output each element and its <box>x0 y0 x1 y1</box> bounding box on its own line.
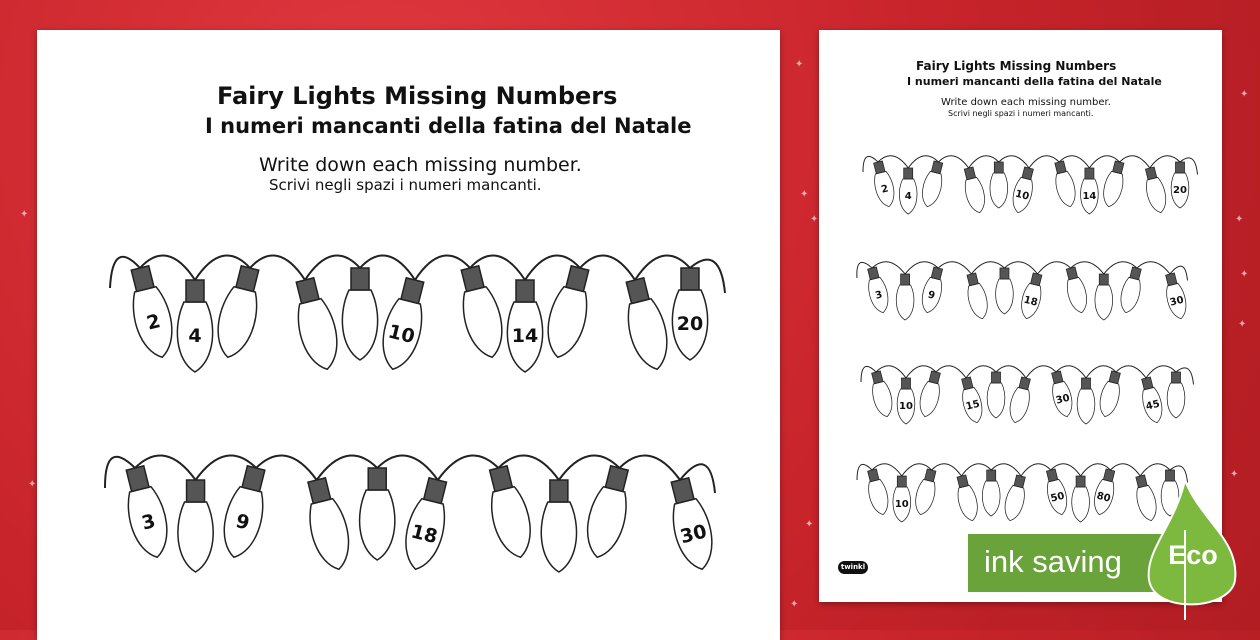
bulb-socket <box>368 468 386 490</box>
bulb-glass <box>1144 177 1170 215</box>
bulb-socket <box>1014 475 1025 488</box>
bulb-socket <box>1113 161 1124 174</box>
bulb-socket <box>242 466 265 492</box>
bulb-glass <box>293 297 344 373</box>
instruction-sub: Scrivi negli spazi i numeri mancanti. <box>269 176 542 194</box>
eco-label: Eco <box>1168 540 1218 570</box>
fairy-light-bulb <box>618 276 674 374</box>
bulb-number: 10 <box>385 320 417 349</box>
bulb-glass <box>963 177 989 215</box>
fairy-light-bulb <box>963 272 991 321</box>
fairy-light-bulb <box>580 464 636 562</box>
fairy-light-bulb <box>507 280 542 372</box>
fairy-light-bulb <box>342 268 377 360</box>
bulb-socket <box>1176 162 1185 173</box>
bulb-socket <box>681 268 699 290</box>
bulb-glass <box>580 485 631 561</box>
bulb-socket <box>931 267 942 280</box>
bulb-number: 2 <box>144 310 163 335</box>
bulb-number: 20 <box>676 313 704 335</box>
bulb-number: 14 <box>511 325 539 347</box>
bulb-glass <box>866 479 892 517</box>
worksheet-subtitle-small: I numeri mancanti della fatina del Natale <box>907 75 1162 88</box>
bulb-socket <box>1130 267 1141 280</box>
bulb-glass <box>996 279 1014 314</box>
fairy-light-bulb <box>1062 266 1090 315</box>
fairy-light-bulb <box>481 464 537 562</box>
bulb-socket <box>1000 268 1009 279</box>
fairy-light-bulb <box>1009 166 1037 215</box>
fairy-light-bulb <box>1077 378 1095 424</box>
bulb-glass <box>916 381 942 419</box>
bulb-glass <box>1100 171 1126 209</box>
bulb-glass <box>178 502 213 572</box>
bulb-glass <box>1006 387 1032 425</box>
bulb-socket <box>1109 371 1120 384</box>
bulb-socket <box>126 466 149 492</box>
bulb-socket <box>992 372 1001 383</box>
fairy-light-bulb <box>1171 162 1189 208</box>
bulb-socket <box>236 266 259 292</box>
bulb-number: 2 <box>880 183 890 196</box>
bulb-number: 10 <box>1014 188 1031 203</box>
bulb-socket <box>550 480 568 502</box>
bulb-socket <box>1145 167 1156 180</box>
fairy-light-bulb <box>376 276 432 374</box>
bulb-glass <box>982 481 1000 516</box>
fairy-light-bulb <box>1081 168 1099 214</box>
bulb-socket <box>904 168 913 179</box>
fairy-light-bulb <box>982 470 1000 516</box>
fairy-light-bulb <box>867 370 895 419</box>
bulb-number: 30 <box>678 520 710 549</box>
bulb-number: 3 <box>874 289 884 302</box>
bulb-glass <box>623 297 674 373</box>
bulb-number: 30 <box>1054 392 1071 407</box>
fairy-light-bulb <box>178 480 213 572</box>
fairy-light-bulb <box>957 376 985 425</box>
fairy-light-bulb <box>1095 274 1113 320</box>
bulb-socket <box>1099 274 1108 285</box>
bulb-glass <box>342 290 377 360</box>
bulb-socket <box>490 466 513 492</box>
fairy-light-bulb <box>398 476 454 574</box>
sparkle-decoration: ✦ <box>805 519 814 530</box>
bulb-number: 9 <box>233 510 252 535</box>
bulb-number: 4 <box>188 325 202 347</box>
bulb-socket <box>868 267 879 280</box>
fairy-light-bulb <box>863 266 891 315</box>
sparkle-decoration: ✦ <box>20 209 29 220</box>
bulb-glass <box>896 285 914 320</box>
sparkle-decoration: ✦ <box>810 214 819 225</box>
bulb-socket <box>897 476 906 487</box>
sparkle-decoration: ✦ <box>28 479 37 490</box>
bulb-socket <box>308 478 331 504</box>
fairy-light-bulb <box>1072 476 1090 522</box>
bulb-glass <box>1001 485 1027 523</box>
bulb-glass <box>360 490 395 560</box>
fairy-light-bulb <box>1042 468 1070 517</box>
bulb-socket <box>1085 168 1094 179</box>
sparkle-decoration: ✦ <box>795 59 804 70</box>
fairy-light-bulb <box>288 276 344 374</box>
bulb-glass <box>956 485 982 523</box>
sparkle-decoration: ✦ <box>1240 269 1249 280</box>
bulb-number: 20 <box>1173 185 1187 196</box>
fairy-light-bulb <box>1100 160 1128 209</box>
bulb-glass <box>1065 277 1091 315</box>
fairy-light-bulb <box>897 378 915 424</box>
sparkle-decoration: ✦ <box>1240 89 1249 100</box>
fairy-light-bulb <box>996 268 1014 314</box>
fairy-light-bulb <box>919 266 947 315</box>
fairy-light-bulb <box>672 268 707 360</box>
worksheet-title: Fairy Lights Missing Numbers <box>217 82 618 110</box>
instruction: Write down each missing number. <box>259 154 582 176</box>
bulb-socket <box>957 475 968 488</box>
bulb-socket <box>1103 469 1114 482</box>
fairy-light-bulb <box>1141 166 1169 215</box>
bulb-number: 3 <box>139 510 158 535</box>
bulb-socket <box>626 278 649 304</box>
bulb-socket <box>874 161 885 174</box>
fairy-light-bulb <box>663 476 719 574</box>
bulb-socket <box>1082 378 1091 389</box>
fairy-light-bulb <box>960 166 988 215</box>
fairy-light-bulb <box>217 464 273 562</box>
bulb-socket <box>962 377 973 390</box>
fairy-light-bulb <box>987 372 1005 418</box>
bulb-socket <box>1022 167 1033 180</box>
fairy-light-bulb <box>953 474 981 523</box>
worksheet-title-small: Fairy Lights Missing Numbers <box>916 59 1117 73</box>
bulb-socket <box>1076 476 1085 487</box>
bulb-glass <box>870 381 896 419</box>
fairy-light-bulb <box>1137 376 1165 425</box>
bulb-number: 14 <box>1082 191 1097 202</box>
fairy-light-bulb <box>177 280 212 372</box>
twinkl-logo: twinkl <box>838 561 868 574</box>
bulb-socket <box>351 268 369 290</box>
fairy-light-bulb <box>211 264 267 362</box>
bulb-socket <box>401 278 424 304</box>
bulb-glass <box>1095 285 1113 320</box>
bulb-socket <box>671 478 694 504</box>
fairy-light-bulb <box>1051 160 1079 209</box>
fairy-light-bulb <box>869 160 897 209</box>
bulb-number: 30 <box>1168 294 1185 309</box>
bulb-number: 50 <box>1049 490 1066 505</box>
ink-saving-label: ink saving <box>984 544 1122 579</box>
bulb-glass <box>965 283 991 321</box>
bulb-glass <box>211 285 262 361</box>
bulb-socket <box>925 469 936 482</box>
sparkle-decoration: ✦ <box>1230 469 1239 480</box>
fairy-light-bulb <box>541 264 597 362</box>
fairy-light-bulb <box>541 480 576 572</box>
fairy-light-bulb <box>1006 376 1034 425</box>
fairy-light-bulb <box>899 168 917 214</box>
fairy-light-bulb <box>1091 468 1119 517</box>
fairy-light-bulb <box>300 476 356 574</box>
bulb-socket <box>868 469 879 482</box>
bulb-socket <box>1019 377 1030 390</box>
bulb-socket <box>967 273 978 286</box>
fairy-light-bulb <box>1161 272 1189 321</box>
bulb-number: 80 <box>1095 490 1112 505</box>
bulb-number: 9 <box>926 289 937 302</box>
bulb-socket <box>1052 371 1063 384</box>
bulb-glass <box>1077 389 1095 424</box>
bulb-glass <box>541 285 592 361</box>
sparkle-decoration: ✦ <box>800 189 809 200</box>
sparkle-decoration: ✦ <box>1238 319 1247 330</box>
bulb-socket <box>929 371 940 384</box>
fairy-light-bulb <box>360 468 395 560</box>
bulb-glass <box>305 497 356 573</box>
bulb-number: 4 <box>904 191 912 202</box>
bulb-glass <box>987 383 1005 418</box>
bulb-socket <box>872 371 883 384</box>
bulb-socket <box>1046 469 1057 482</box>
fairy-light-bulb <box>990 162 1008 208</box>
sparkle-decoration: ✦ <box>1235 214 1244 225</box>
bulb-number: 15 <box>964 398 981 413</box>
bulb-socket <box>424 478 447 504</box>
instruction-small: Write down each missing number. <box>941 97 1111 108</box>
worksheet-subtitle: I numeri mancanti della fatina del Natale <box>205 114 692 138</box>
fairy-light-bulb <box>919 160 947 209</box>
bulb-socket <box>1172 372 1181 383</box>
bulb-number: 10 <box>899 401 913 412</box>
bulb-glass <box>541 502 576 572</box>
bulb-glass <box>1053 171 1079 209</box>
bulb-socket <box>987 470 996 481</box>
fairy-light-bulb <box>1167 372 1185 418</box>
bulb-socket <box>566 266 589 292</box>
fairy-light-bulb <box>118 464 174 562</box>
bulb-socket <box>131 266 154 292</box>
fairy-light-bulb <box>1018 272 1046 321</box>
bulb-glass <box>487 485 538 561</box>
bulb-socket <box>296 278 319 304</box>
bulb-glass <box>1167 383 1185 418</box>
bulb-glass <box>912 479 938 517</box>
bulb-socket <box>901 274 910 285</box>
bulb-socket <box>902 378 911 389</box>
bulb-glass <box>990 173 1008 208</box>
bulb-socket <box>1066 267 1077 280</box>
bulb-number: 18 <box>1022 294 1039 309</box>
bulb-socket <box>186 280 204 302</box>
bulb-glass <box>458 285 509 361</box>
bulb-glass <box>1096 381 1122 419</box>
fairy-light-bulb <box>123 264 179 362</box>
bulb-socket <box>605 466 628 492</box>
bulb-socket <box>516 280 534 302</box>
fairy-light-bulb <box>863 468 891 517</box>
fairy-light-bulb <box>453 264 509 362</box>
fairy-light-bulb <box>896 274 914 320</box>
fairy-light-bulb <box>1001 474 1029 523</box>
bulb-socket <box>1142 377 1153 390</box>
bulb-glass <box>919 171 945 209</box>
bulb-glass <box>1072 487 1090 522</box>
sparkle-decoration: ✦ <box>790 599 799 610</box>
fairy-light-bulb <box>893 476 911 522</box>
bulb-socket <box>461 266 484 292</box>
bulb-socket <box>931 161 942 174</box>
fairy-light-bulb <box>1096 370 1124 419</box>
instruction-sub-small: Scrivi negli spazi i numeri mancanti. <box>948 109 1094 118</box>
bulb-socket <box>1031 273 1042 286</box>
fairy-light-bulb <box>1117 266 1145 315</box>
bulb-socket <box>187 480 205 502</box>
fairy-light-bulb <box>912 468 940 517</box>
bulb-number: 45 <box>1144 398 1161 413</box>
bulb-socket <box>1166 273 1177 286</box>
bulb-socket <box>964 167 975 180</box>
bulb-number: 18 <box>408 520 440 549</box>
fairy-light-bulb <box>1047 370 1075 419</box>
bulb-glass <box>1117 277 1143 315</box>
bulb-socket <box>994 162 1003 173</box>
bulb-number: 10 <box>894 499 909 510</box>
fairy-light-bulb <box>916 370 944 419</box>
bulb-socket <box>1055 161 1066 174</box>
